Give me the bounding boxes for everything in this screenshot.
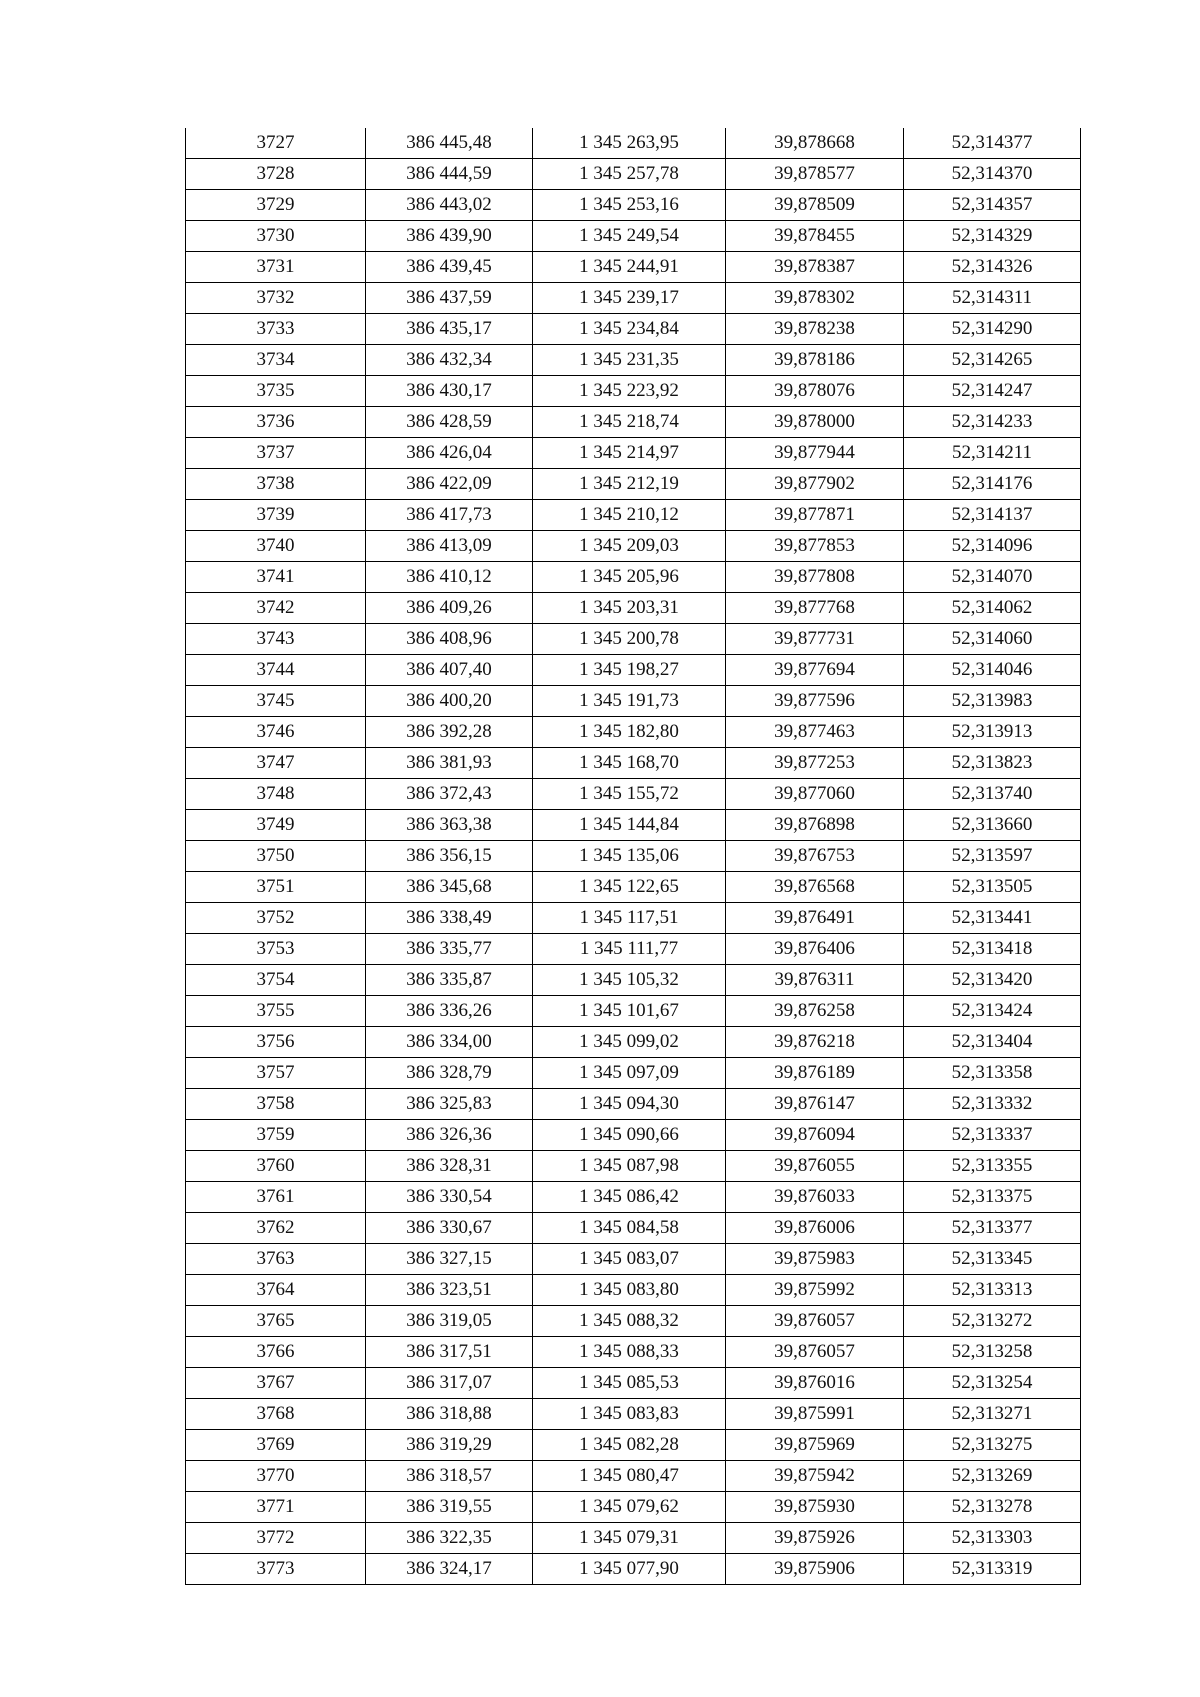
table-row: [186, 500, 1081, 531]
point-number-cell: 3757: [186, 1058, 366, 1089]
longitude-cell: 39,876033: [726, 1182, 904, 1213]
latitude-cell: 52,314070: [904, 562, 1081, 593]
point-number-cell: 3735: [186, 376, 366, 407]
y-coordinate-cell: 1 345 203,31: [533, 593, 726, 624]
longitude-cell: 39,876568: [726, 872, 904, 903]
latitude-cell: 52,314096: [904, 531, 1081, 562]
y-coordinate-cell: 1 345 079,31: [533, 1523, 726, 1554]
table-row: [186, 748, 1081, 779]
x-coordinate-cell: 386 325,83: [366, 1089, 533, 1120]
latitude-cell: 52,314233: [904, 407, 1081, 438]
point-number-cell: 3753: [186, 934, 366, 965]
latitude-cell: 52,314290: [904, 314, 1081, 345]
table-row: [186, 1399, 1081, 1430]
x-coordinate-cell: 386 410,12: [366, 562, 533, 593]
point-number-cell: 3743: [186, 624, 366, 655]
latitude-cell: 52,314176: [904, 469, 1081, 500]
y-coordinate-cell: 1 345 111,77: [533, 934, 726, 965]
x-coordinate-cell: 386 430,17: [366, 376, 533, 407]
x-coordinate-cell: 386 408,96: [366, 624, 533, 655]
table-row: [186, 314, 1081, 345]
table-row: [186, 252, 1081, 283]
latitude-cell: 52,314311: [904, 283, 1081, 314]
y-coordinate-cell: 1 345 263,95: [533, 128, 726, 159]
x-coordinate-cell: 386 437,59: [366, 283, 533, 314]
table-row: [186, 1182, 1081, 1213]
table-row: [186, 841, 1081, 872]
x-coordinate-cell: 386 372,43: [366, 779, 533, 810]
point-number-cell: 3762: [186, 1213, 366, 1244]
table-row: [186, 996, 1081, 1027]
y-coordinate-cell: 1 345 079,62: [533, 1492, 726, 1523]
table-row: [186, 1213, 1081, 1244]
point-number-cell: 3754: [186, 965, 366, 996]
latitude-cell: 52,313303: [904, 1523, 1081, 1554]
x-coordinate-cell: 386 319,55: [366, 1492, 533, 1523]
latitude-cell: 52,313660: [904, 810, 1081, 841]
latitude-cell: 52,313355: [904, 1151, 1081, 1182]
latitude-cell: 52,314329: [904, 221, 1081, 252]
y-coordinate-cell: 1 345 205,96: [533, 562, 726, 593]
y-coordinate-cell: 1 345 231,35: [533, 345, 726, 376]
point-number-cell: 3749: [186, 810, 366, 841]
y-coordinate-cell: 1 345 099,02: [533, 1027, 726, 1058]
x-coordinate-cell: 386 417,73: [366, 500, 533, 531]
latitude-cell: 52,313269: [904, 1461, 1081, 1492]
point-number-cell: 3771: [186, 1492, 366, 1523]
point-number-cell: 3748: [186, 779, 366, 810]
table-row: [186, 1554, 1081, 1585]
table-row: [186, 1120, 1081, 1151]
longitude-cell: 39,877060: [726, 779, 904, 810]
point-number-cell: 3772: [186, 1523, 366, 1554]
latitude-cell: 52,313275: [904, 1430, 1081, 1461]
longitude-cell: 39,875930: [726, 1492, 904, 1523]
latitude-cell: 52,313420: [904, 965, 1081, 996]
latitude-cell: 52,314265: [904, 345, 1081, 376]
latitude-cell: 52,313345: [904, 1244, 1081, 1275]
longitude-cell: 39,878455: [726, 221, 904, 252]
latitude-cell: 52,313505: [904, 872, 1081, 903]
point-number-cell: 3739: [186, 500, 366, 531]
longitude-cell: 39,878238: [726, 314, 904, 345]
table-row: [186, 1306, 1081, 1337]
y-coordinate-cell: 1 345 200,78: [533, 624, 726, 655]
longitude-cell: 39,876898: [726, 810, 904, 841]
y-coordinate-cell: 1 345 198,27: [533, 655, 726, 686]
y-coordinate-cell: 1 345 083,07: [533, 1244, 726, 1275]
longitude-cell: 39,877694: [726, 655, 904, 686]
latitude-cell: 52,313271: [904, 1399, 1081, 1430]
latitude-cell: 52,313823: [904, 748, 1081, 779]
point-number-cell: 3761: [186, 1182, 366, 1213]
y-coordinate-cell: 1 345 135,06: [533, 841, 726, 872]
x-coordinate-cell: 386 381,93: [366, 748, 533, 779]
x-coordinate-cell: 386 439,45: [366, 252, 533, 283]
latitude-cell: 52,313358: [904, 1058, 1081, 1089]
y-coordinate-cell: 1 345 085,53: [533, 1368, 726, 1399]
point-number-cell: 3766: [186, 1337, 366, 1368]
table-row: [186, 1275, 1081, 1306]
table-row: [186, 1027, 1081, 1058]
latitude-cell: 52,313313: [904, 1275, 1081, 1306]
x-coordinate-cell: 386 330,67: [366, 1213, 533, 1244]
longitude-cell: 39,877731: [726, 624, 904, 655]
table-row: [186, 1151, 1081, 1182]
y-coordinate-cell: 1 345 244,91: [533, 252, 726, 283]
latitude-cell: 52,313319: [904, 1554, 1081, 1585]
x-coordinate-cell: 386 443,02: [366, 190, 533, 221]
y-coordinate-cell: 1 345 088,33: [533, 1337, 726, 1368]
table-row: [186, 872, 1081, 903]
longitude-cell: 39,875969: [726, 1430, 904, 1461]
table-row: [186, 686, 1081, 717]
y-coordinate-cell: 1 345 077,90: [533, 1554, 726, 1585]
table-row: [186, 810, 1081, 841]
y-coordinate-cell: 1 345 101,67: [533, 996, 726, 1027]
latitude-cell: 52,314137: [904, 500, 1081, 531]
y-coordinate-cell: 1 345 084,58: [533, 1213, 726, 1244]
point-number-cell: 3752: [186, 903, 366, 934]
y-coordinate-cell: 1 345 088,32: [533, 1306, 726, 1337]
latitude-cell: 52,313597: [904, 841, 1081, 872]
x-coordinate-cell: 386 319,29: [366, 1430, 533, 1461]
longitude-cell: 39,875991: [726, 1399, 904, 1430]
x-coordinate-cell: 386 328,79: [366, 1058, 533, 1089]
longitude-cell: 39,875983: [726, 1244, 904, 1275]
y-coordinate-cell: 1 345 209,03: [533, 531, 726, 562]
longitude-cell: 39,877253: [726, 748, 904, 779]
y-coordinate-cell: 1 345 191,73: [533, 686, 726, 717]
point-number-cell: 3733: [186, 314, 366, 345]
x-coordinate-cell: 386 356,15: [366, 841, 533, 872]
y-coordinate-cell: 1 345 210,12: [533, 500, 726, 531]
point-number-cell: 3736: [186, 407, 366, 438]
y-coordinate-cell: 1 345 257,78: [533, 159, 726, 190]
coordinates-table-body: [186, 128, 1081, 1585]
y-coordinate-cell: 1 345 234,84: [533, 314, 726, 345]
latitude-cell: 52,313740: [904, 779, 1081, 810]
longitude-cell: 39,875926: [726, 1523, 904, 1554]
x-coordinate-cell: 386 338,49: [366, 903, 533, 934]
table-row: [186, 903, 1081, 934]
table-row: [186, 655, 1081, 686]
x-coordinate-cell: 386 330,54: [366, 1182, 533, 1213]
point-number-cell: 3758: [186, 1089, 366, 1120]
y-coordinate-cell: 1 345 082,28: [533, 1430, 726, 1461]
y-coordinate-cell: 1 345 253,16: [533, 190, 726, 221]
longitude-cell: 39,877463: [726, 717, 904, 748]
table-row: [186, 159, 1081, 190]
x-coordinate-cell: 386 336,26: [366, 996, 533, 1027]
longitude-cell: 39,876218: [726, 1027, 904, 1058]
longitude-cell: 39,878000: [726, 407, 904, 438]
point-number-cell: 3755: [186, 996, 366, 1027]
point-number-cell: 3740: [186, 531, 366, 562]
latitude-cell: 52,313258: [904, 1337, 1081, 1368]
point-number-cell: 3767: [186, 1368, 366, 1399]
point-number-cell: 3729: [186, 190, 366, 221]
y-coordinate-cell: 1 345 168,70: [533, 748, 726, 779]
latitude-cell: 52,314357: [904, 190, 1081, 221]
y-coordinate-cell: 1 345 087,98: [533, 1151, 726, 1182]
table-row: [186, 1430, 1081, 1461]
x-coordinate-cell: 386 426,04: [366, 438, 533, 469]
longitude-cell: 39,876094: [726, 1120, 904, 1151]
point-number-cell: 3742: [186, 593, 366, 624]
point-number-cell: 3769: [186, 1430, 366, 1461]
y-coordinate-cell: 1 345 122,65: [533, 872, 726, 903]
latitude-cell: 52,313983: [904, 686, 1081, 717]
longitude-cell: 39,877902: [726, 469, 904, 500]
longitude-cell: 39,878076: [726, 376, 904, 407]
longitude-cell: 39,878302: [726, 283, 904, 314]
point-number-cell: 3728: [186, 159, 366, 190]
x-coordinate-cell: 386 319,05: [366, 1306, 533, 1337]
point-number-cell: 3760: [186, 1151, 366, 1182]
longitude-cell: 39,875992: [726, 1275, 904, 1306]
point-number-cell: 3768: [186, 1399, 366, 1430]
longitude-cell: 39,877853: [726, 531, 904, 562]
table-row: [186, 469, 1081, 500]
x-coordinate-cell: 386 335,87: [366, 965, 533, 996]
point-number-cell: 3773: [186, 1554, 366, 1585]
table-row: [186, 1523, 1081, 1554]
x-coordinate-cell: 386 400,20: [366, 686, 533, 717]
longitude-cell: 39,876753: [726, 841, 904, 872]
latitude-cell: 52,313337: [904, 1120, 1081, 1151]
x-coordinate-cell: 386 444,59: [366, 159, 533, 190]
x-coordinate-cell: 386 432,34: [366, 345, 533, 376]
table-row: [186, 1492, 1081, 1523]
longitude-cell: 39,876406: [726, 934, 904, 965]
y-coordinate-cell: 1 345 182,80: [533, 717, 726, 748]
point-number-cell: 3727: [186, 128, 366, 159]
point-number-cell: 3750: [186, 841, 366, 872]
longitude-cell: 39,877768: [726, 593, 904, 624]
x-coordinate-cell: 386 345,68: [366, 872, 533, 903]
table-row: [186, 1089, 1081, 1120]
longitude-cell: 39,878577: [726, 159, 904, 190]
table-row: [186, 1058, 1081, 1089]
latitude-cell: 52,313404: [904, 1027, 1081, 1058]
longitude-cell: 39,876016: [726, 1368, 904, 1399]
longitude-cell: 39,877596: [726, 686, 904, 717]
table-row: [186, 1368, 1081, 1399]
x-coordinate-cell: 386 324,17: [366, 1554, 533, 1585]
y-coordinate-cell: 1 345 155,72: [533, 779, 726, 810]
y-coordinate-cell: 1 345 218,74: [533, 407, 726, 438]
longitude-cell: 39,877871: [726, 500, 904, 531]
y-coordinate-cell: 1 345 094,30: [533, 1089, 726, 1120]
table-row: [186, 965, 1081, 996]
y-coordinate-cell: 1 345 144,84: [533, 810, 726, 841]
table-row: [186, 1244, 1081, 1275]
table-row: [186, 1337, 1081, 1368]
longitude-cell: 39,878186: [726, 345, 904, 376]
longitude-cell: 39,875942: [726, 1461, 904, 1492]
longitude-cell: 39,876147: [726, 1089, 904, 1120]
latitude-cell: 52,313424: [904, 996, 1081, 1027]
longitude-cell: 39,878668: [726, 128, 904, 159]
point-number-cell: 3770: [186, 1461, 366, 1492]
latitude-cell: 52,314377: [904, 128, 1081, 159]
y-coordinate-cell: 1 345 083,83: [533, 1399, 726, 1430]
x-coordinate-cell: 386 318,57: [366, 1461, 533, 1492]
x-coordinate-cell: 386 363,38: [366, 810, 533, 841]
x-coordinate-cell: 386 413,09: [366, 531, 533, 562]
point-number-cell: 3731: [186, 252, 366, 283]
table-row: [186, 438, 1081, 469]
y-coordinate-cell: 1 345 086,42: [533, 1182, 726, 1213]
latitude-cell: 52,313272: [904, 1306, 1081, 1337]
y-coordinate-cell: 1 345 080,47: [533, 1461, 726, 1492]
latitude-cell: 52,314062: [904, 593, 1081, 624]
table-row: [186, 593, 1081, 624]
table-row: [186, 190, 1081, 221]
x-coordinate-cell: 386 392,28: [366, 717, 533, 748]
y-coordinate-cell: 1 345 214,97: [533, 438, 726, 469]
latitude-cell: 52,314370: [904, 159, 1081, 190]
x-coordinate-cell: 386 326,36: [366, 1120, 533, 1151]
point-number-cell: 3765: [186, 1306, 366, 1337]
x-coordinate-cell: 386 428,59: [366, 407, 533, 438]
point-number-cell: 3738: [186, 469, 366, 500]
y-coordinate-cell: 1 345 097,09: [533, 1058, 726, 1089]
latitude-cell: 52,314046: [904, 655, 1081, 686]
point-number-cell: 3759: [186, 1120, 366, 1151]
point-number-cell: 3751: [186, 872, 366, 903]
longitude-cell: 39,876311: [726, 965, 904, 996]
longitude-cell: 39,878387: [726, 252, 904, 283]
point-number-cell: 3732: [186, 283, 366, 314]
y-coordinate-cell: 1 345 249,54: [533, 221, 726, 252]
y-coordinate-cell: 1 345 223,92: [533, 376, 726, 407]
longitude-cell: 39,876057: [726, 1306, 904, 1337]
x-coordinate-cell: 386 422,09: [366, 469, 533, 500]
latitude-cell: 52,314326: [904, 252, 1081, 283]
x-coordinate-cell: 386 334,00: [366, 1027, 533, 1058]
table-row: [186, 779, 1081, 810]
coordinates-table: [185, 128, 1081, 1585]
latitude-cell: 52,313418: [904, 934, 1081, 965]
table-row: [186, 376, 1081, 407]
table-row: [186, 221, 1081, 252]
y-coordinate-cell: 1 345 212,19: [533, 469, 726, 500]
x-coordinate-cell: 386 318,88: [366, 1399, 533, 1430]
table-row: [186, 128, 1081, 159]
x-coordinate-cell: 386 409,26: [366, 593, 533, 624]
latitude-cell: 52,313441: [904, 903, 1081, 934]
x-coordinate-cell: 386 328,31: [366, 1151, 533, 1182]
longitude-cell: 39,876258: [726, 996, 904, 1027]
x-coordinate-cell: 386 445,48: [366, 128, 533, 159]
longitude-cell: 39,878509: [726, 190, 904, 221]
longitude-cell: 39,876189: [726, 1058, 904, 1089]
x-coordinate-cell: 386 435,17: [366, 314, 533, 345]
table-row: [186, 1461, 1081, 1492]
point-number-cell: 3746: [186, 717, 366, 748]
longitude-cell: 39,876491: [726, 903, 904, 934]
y-coordinate-cell: 1 345 117,51: [533, 903, 726, 934]
x-coordinate-cell: 386 439,90: [366, 221, 533, 252]
point-number-cell: 3737: [186, 438, 366, 469]
y-coordinate-cell: 1 345 239,17: [533, 283, 726, 314]
longitude-cell: 39,877944: [726, 438, 904, 469]
latitude-cell: 52,314247: [904, 376, 1081, 407]
longitude-cell: 39,875906: [726, 1554, 904, 1585]
latitude-cell: 52,313332: [904, 1089, 1081, 1120]
y-coordinate-cell: 1 345 090,66: [533, 1120, 726, 1151]
table-row: [186, 717, 1081, 748]
longitude-cell: 39,876057: [726, 1337, 904, 1368]
point-number-cell: 3741: [186, 562, 366, 593]
x-coordinate-cell: 386 317,51: [366, 1337, 533, 1368]
point-number-cell: 3744: [186, 655, 366, 686]
point-number-cell: 3745: [186, 686, 366, 717]
point-number-cell: 3763: [186, 1244, 366, 1275]
table-row: [186, 624, 1081, 655]
longitude-cell: 39,876055: [726, 1151, 904, 1182]
x-coordinate-cell: 386 407,40: [366, 655, 533, 686]
point-number-cell: 3764: [186, 1275, 366, 1306]
latitude-cell: 52,313913: [904, 717, 1081, 748]
latitude-cell: 52,313278: [904, 1492, 1081, 1523]
y-coordinate-cell: 1 345 105,32: [533, 965, 726, 996]
point-number-cell: 3747: [186, 748, 366, 779]
longitude-cell: 39,876006: [726, 1213, 904, 1244]
x-coordinate-cell: 386 335,77: [366, 934, 533, 965]
table-row: [186, 345, 1081, 376]
x-coordinate-cell: 386 323,51: [366, 1275, 533, 1306]
longitude-cell: 39,877808: [726, 562, 904, 593]
latitude-cell: 52,314060: [904, 624, 1081, 655]
table-row: [186, 562, 1081, 593]
latitude-cell: 52,313377: [904, 1213, 1081, 1244]
latitude-cell: 52,313254: [904, 1368, 1081, 1399]
table-row: [186, 407, 1081, 438]
latitude-cell: 52,313375: [904, 1182, 1081, 1213]
point-number-cell: 3756: [186, 1027, 366, 1058]
x-coordinate-cell: 386 322,35: [366, 1523, 533, 1554]
x-coordinate-cell: 386 327,15: [366, 1244, 533, 1275]
table-row: [186, 531, 1081, 562]
x-coordinate-cell: 386 317,07: [366, 1368, 533, 1399]
point-number-cell: 3730: [186, 221, 366, 252]
y-coordinate-cell: 1 345 083,80: [533, 1275, 726, 1306]
point-number-cell: 3734: [186, 345, 366, 376]
table-row: [186, 934, 1081, 965]
table-row: [186, 283, 1081, 314]
latitude-cell: 52,314211: [904, 438, 1081, 469]
